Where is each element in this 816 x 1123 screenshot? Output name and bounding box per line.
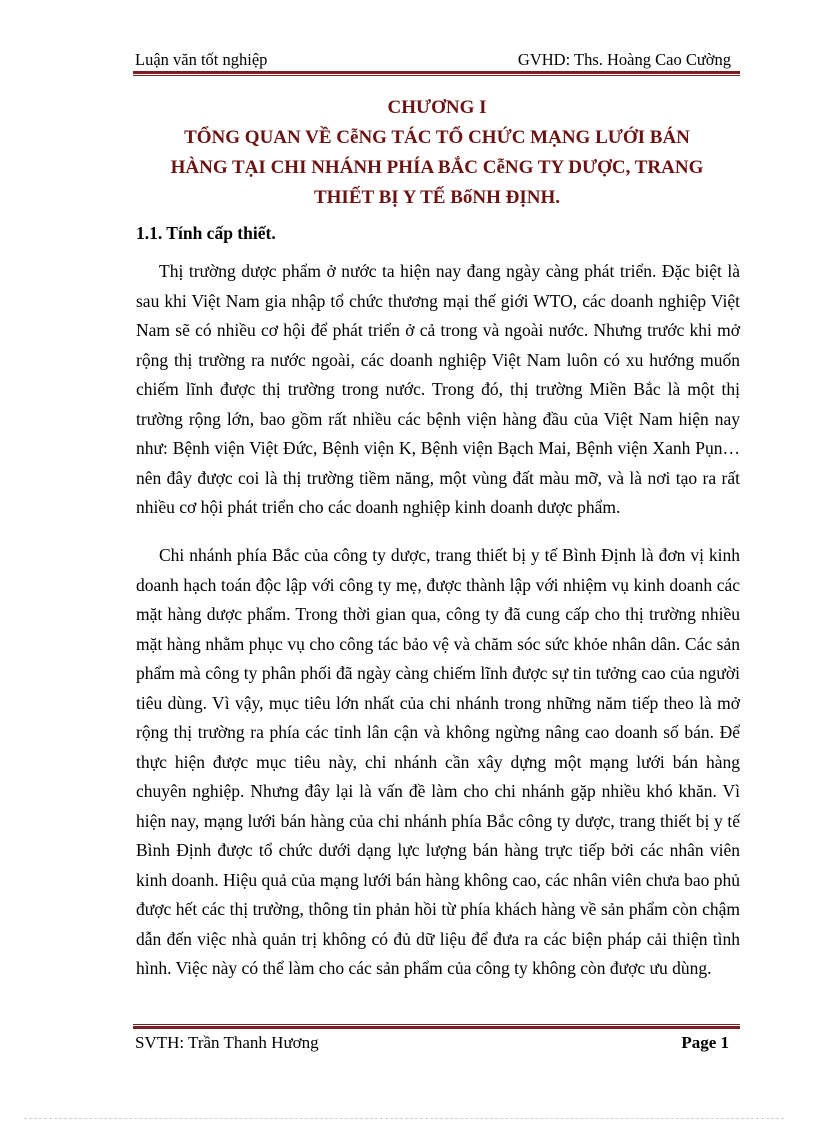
page-boundary [24,1118,784,1119]
chapter-title-line-2: HÀNG TẠI CHI NHÁNH PHÍA BẮC CễNG TY DƯỢC, TRANG [170,157,704,178]
page-header [135,48,739,72]
paragraph-2: Chi nhánh phía Bắc của công ty dược, trang thiết bị y tế Bình Định là đơn vị kinh doanh hạch toán độc lập với công ty mẹ, được thành lập với nhiệm vụ kinh doanh các mặt hàng dược phẩm. Trong thời gian qua, công ty đã cung cấp cho thị trường nhiều mặt hàng nhằm phục vụ cho công tác bảo vệ và chăm sóc sức khỏe nhân dân. Các sản phẩm mà công ty phân phối đã ngày càng chiếm lĩnh được sự tin tưởng cao của người tiêu dùng. Vì vậy, mục tiêu lớn nhất của chi nhánh trong những năm tiếp theo là mở rộng thị trường ra phía các tỉnh lân cận và không ngừng nâng cao doanh số bán. Để thực hiện được mục tiêu này, chi nhánh cần xây dựng một mạng lưới bán hàng chuyên nghiệp. Nhưng đây lại là vấn đề làm cho chi nhánh gặp nhiều khó khăn. Vì hiện nay, mạng lưới bán hàng của chi nhánh phía Bắc công ty dược, trang thiết bị y tế Bình Định được tổ chức dưới dạng lực lượng bán hàng trực tiếp bởi các nhân viên kinh doanh. Hiệu quả của mạng lưới bán hàng không cao, các nhân viên chưa bao phủ được hết các thị trường, thông tin phản hồi từ phía khách hàng về sản phẩm còn chậm dẫn đến việc nhà quản trị không có đủ dữ liệu để đưa ra các biện pháp cải thiện tình hình. Việc này có thể làm cho các sản phẩm của công ty không còn được ưu dùng. [136,545,740,978]
page-footer [135,1033,739,1057]
chapter-title [135,93,739,213]
footer-rule [133,1024,740,1029]
header-thesis-label: Luận văn tốt nghiệp [135,50,268,69]
chapter-title-line-1: TỔNG QUAN VỀ CễNG TÁC TỔ CHỨC MẠNG LƯỚI BÁN [184,127,690,148]
header-advisor: GVHD: Ths. Hoàng Cao Cường [517,50,731,69]
page-number: Page 1 [681,1033,729,1052]
paragraph-1: Thị trường dược phẩm ở nước ta hiện nay đang ngày càng phát triển. Đặc biệt là sau khi Việt Nam gia nhập tổ chức thương mại thế giới WTO, các doanh nghiệp Việt Nam sẽ có nhiều cơ hội để phát triển ở cả trong và ngoài nước. Nhưng trước khi mở rộng thị trường ra nước ngoài, các doanh nghiệp Việt Nam luôn có xu hướng muốn chiếm lĩnh được thị trường trong nước. Trong đó, thị trường Miền Bắc là một thị trường rộng lớn, bao gồm rất nhiều các bệnh viện hàng đầu của Việt Nam hiện nay như: Bệnh viện Việt Đức, Bệnh viện K, Bệnh viện Bạch Mai, Bệnh viện Xanh Pụn… nên đây được coi là thị trường tiềm năng, một vùng đất màu mỡ, và là nơi tạo ra rất nhiều cơ hội phát triển cho các doanh nghiệp kinh doanh dược phẩm. [136,261,740,517]
chapter-number: CHƯƠNG I [387,97,487,118]
footer-author: SVTH: Trần Thanh Hương [135,1033,319,1052]
chapter-title-line-3: THIẾT BỊ Y TẾ BốNH ĐỊNH. [313,187,561,208]
header-rule [133,71,740,76]
section-heading: 1.1. Tính cấp thiết. [136,223,276,243]
